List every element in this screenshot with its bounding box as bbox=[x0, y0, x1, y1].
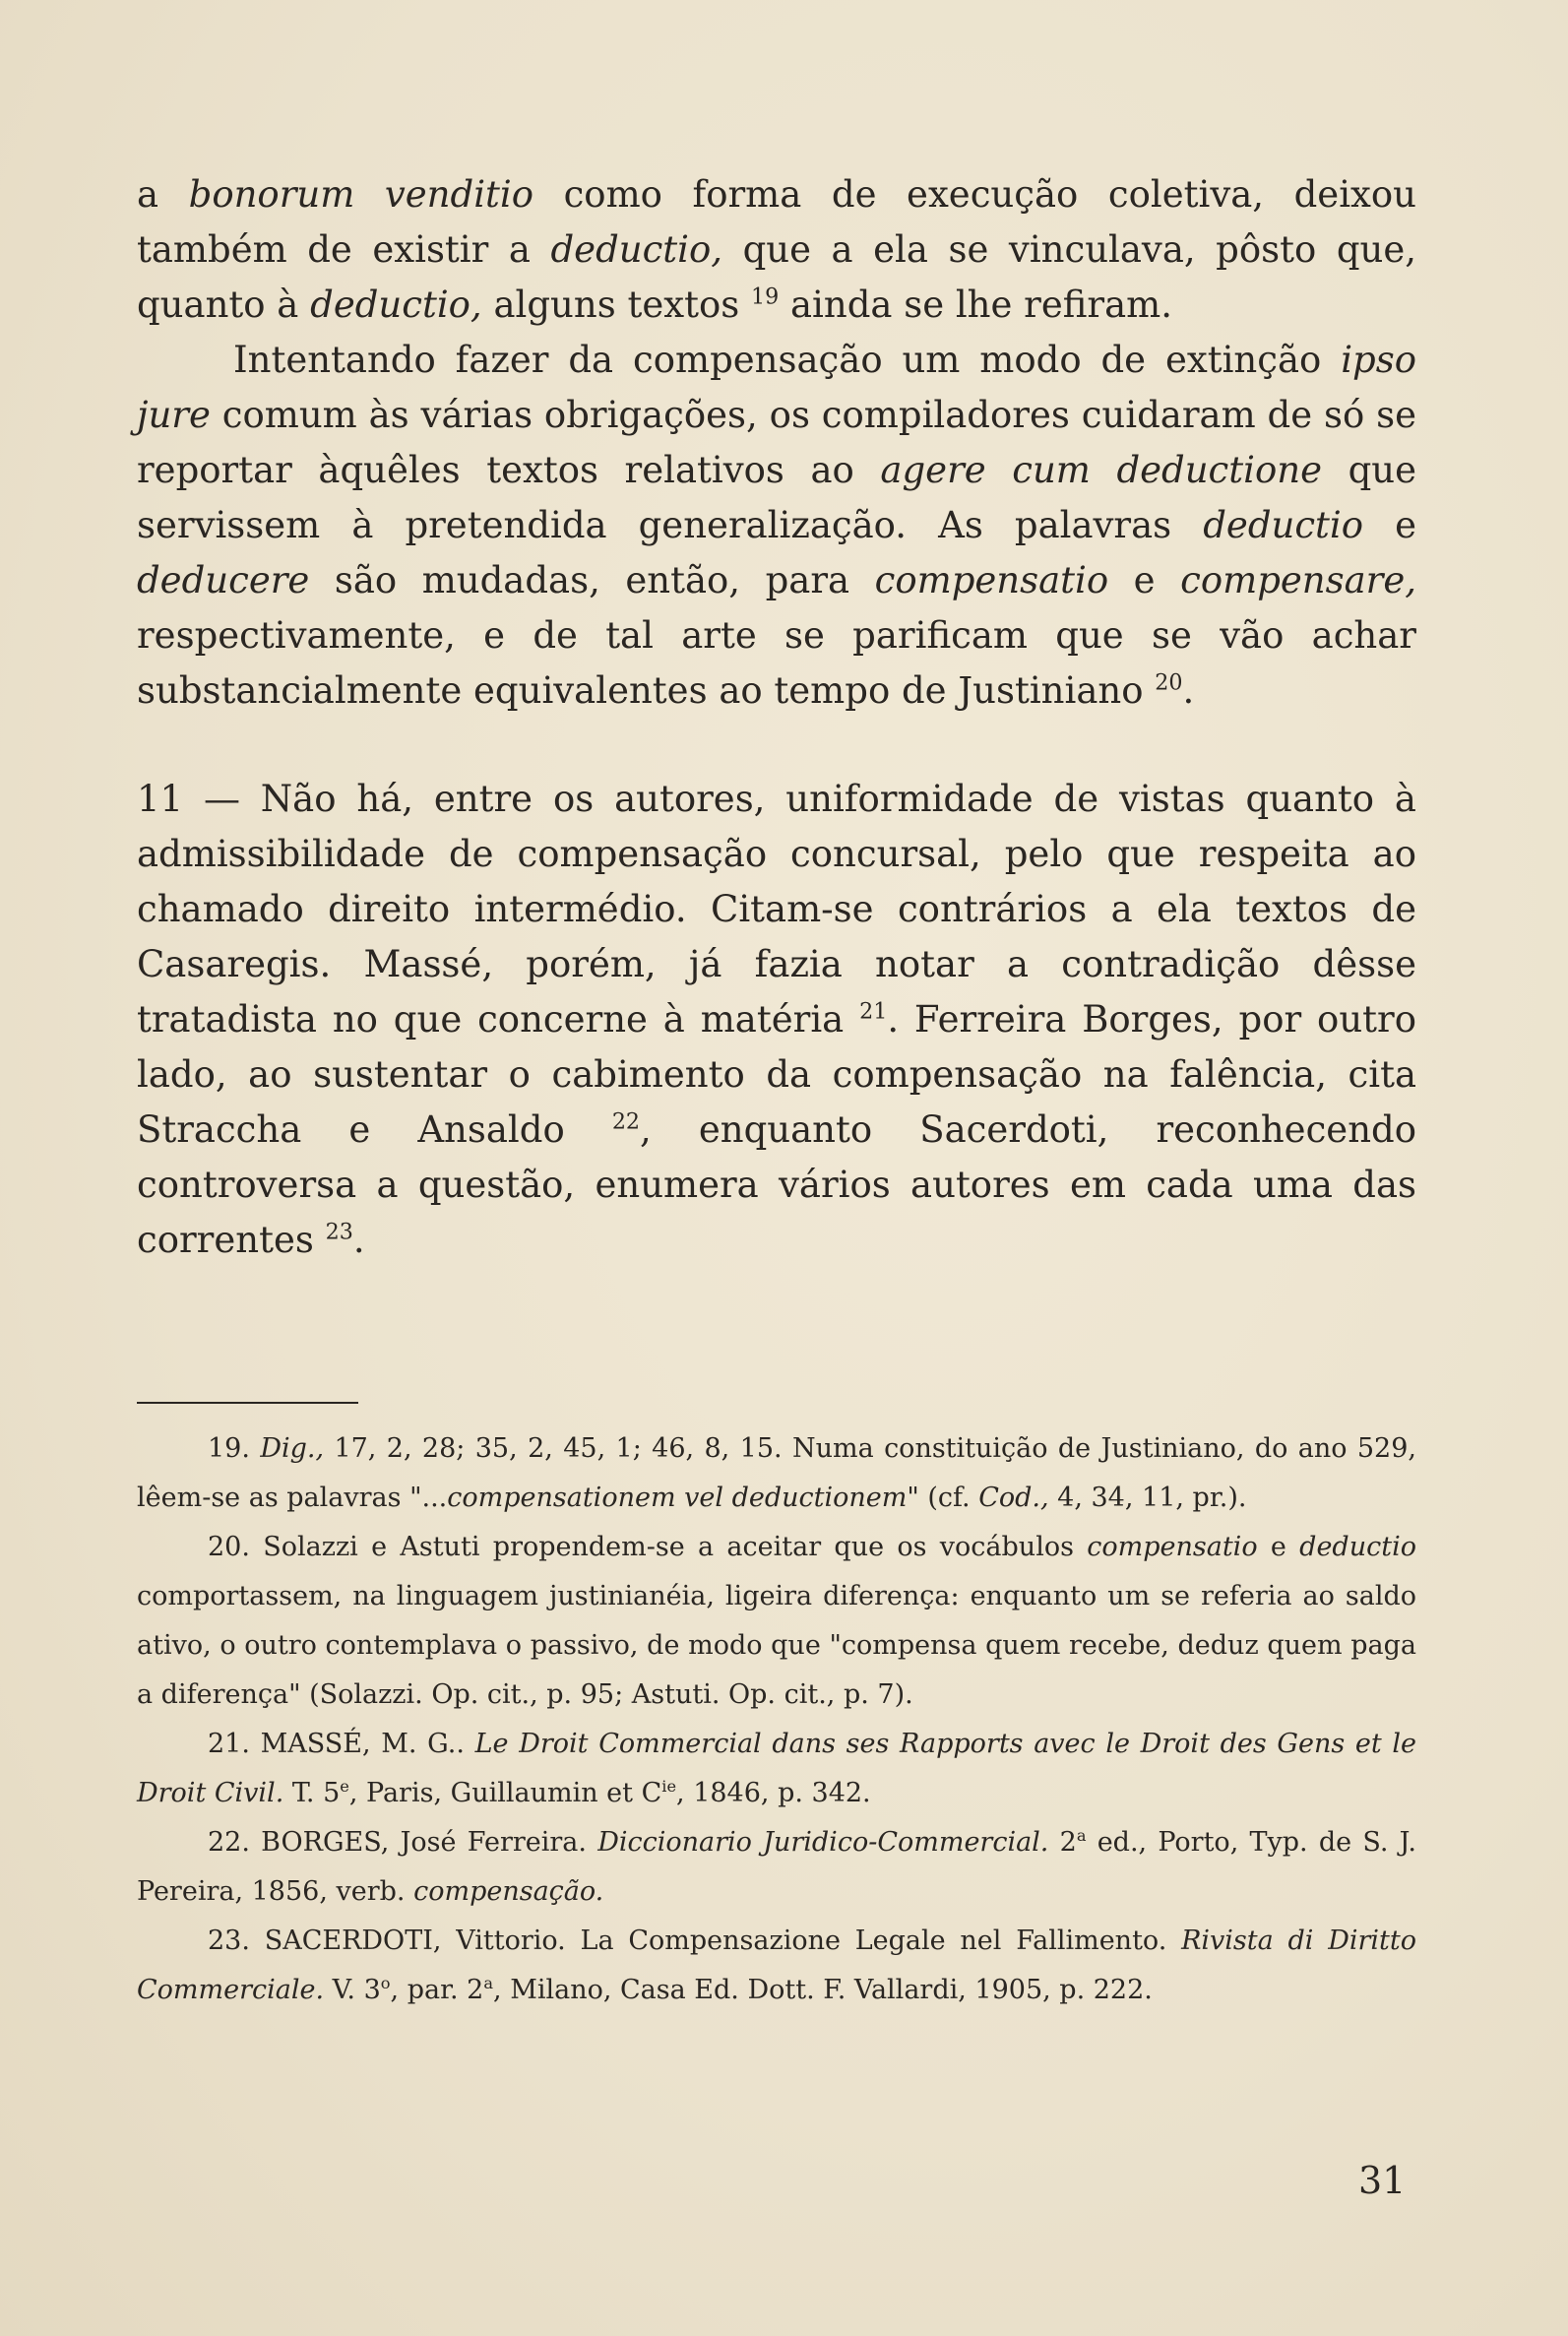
italic-term: compensatio bbox=[874, 559, 1109, 601]
text-run: são mudadas, então, para bbox=[309, 559, 875, 601]
italic-term: agere cum deductione bbox=[880, 449, 1322, 491]
footnote-ref-20: 20 bbox=[1155, 669, 1183, 696]
text-run: . bbox=[1182, 669, 1195, 712]
text-run: 17, 2, 28; 35, 2, 45, 1; 46, 8, 15. Numa constituição de Justiniano, do ano 529, lêem-se as palavras "... bbox=[137, 1433, 1416, 1513]
text-run: que a ela se vinculava, pôsto que, quanto à bbox=[137, 228, 1416, 326]
text-run: alguns textos bbox=[481, 284, 751, 326]
footnote-divider bbox=[137, 1402, 358, 1404]
text-run: V. 3 bbox=[324, 1975, 381, 2005]
paragraph-section-11 bbox=[137, 772, 1416, 1268]
italic-term: compensação. bbox=[413, 1876, 604, 1907]
footnote-22 bbox=[137, 1818, 1416, 1917]
footnote-23 bbox=[137, 1917, 1416, 2015]
text-run: comportassem, na linguagem justinianéia, ligeira diferença: enquanto um se referia ao saldo ativo, o outro contemplava o passivo, de modo que "compensa quem recebe, deduz quem paga a diferença" (Solazzi. Op. cit., p. 95; Astuti. Op. cit., p. 7). bbox=[137, 1581, 1416, 1710]
italic-term: deductio bbox=[1203, 504, 1364, 546]
text-run: ainda se lhe refiram. bbox=[779, 284, 1173, 326]
paragraph-1 bbox=[137, 167, 1416, 333]
text-run: e bbox=[1108, 559, 1181, 601]
main-text bbox=[137, 167, 1416, 1268]
italic-term: ipso jure bbox=[137, 339, 1416, 436]
superscript: a bbox=[1076, 1826, 1087, 1845]
text-run: que servissem à pretendida generalização. As palavras bbox=[137, 449, 1416, 546]
superscript: e bbox=[340, 1777, 349, 1796]
italic-term: Dig., bbox=[260, 1433, 325, 1464]
italic-title: Diccionario Juridico-Commercial. bbox=[597, 1827, 1049, 1858]
footnote-ref-21: 21 bbox=[859, 998, 888, 1025]
text-run: a bbox=[137, 173, 189, 216]
italic-term: compensatio bbox=[1087, 1532, 1258, 1562]
footnote-20 bbox=[137, 1523, 1416, 1720]
text-run: 4, 34, 11, pr.). bbox=[1048, 1483, 1247, 1513]
text-run: . Ferreira Borges, por outro lado, ao sustentar o cabimento da compensação na falência, cita Straccha e Ansaldo bbox=[137, 998, 1416, 1151]
page-number: 31 bbox=[1358, 2159, 1407, 2202]
text-run: 2 bbox=[1048, 1827, 1077, 1858]
text-run: Intentando fazer da compensação um modo de extinção bbox=[233, 339, 1342, 381]
superscript: a bbox=[483, 1974, 494, 1992]
superscript: ie bbox=[661, 1777, 677, 1796]
text-run: 22. BORGES, José Ferreira. bbox=[208, 1827, 598, 1858]
text-run: T. 5 bbox=[283, 1778, 341, 1808]
footnote-ref-19: 19 bbox=[750, 284, 780, 310]
italic-term: compensare, bbox=[1180, 559, 1417, 601]
footnote-19 bbox=[137, 1424, 1416, 1523]
text-run: como forma de execução coletiva, deixou também de existir a bbox=[137, 173, 1416, 271]
text-run: respectivamente, e de tal arte se parificam que se vão achar substancialmente equivalentes ao tempo de Justiniano bbox=[137, 614, 1416, 712]
italic-term: bonorum venditio bbox=[188, 173, 534, 216]
text-run: , Paris, Guillaumin et C bbox=[348, 1778, 662, 1808]
italic-term: deductio, bbox=[310, 284, 482, 326]
italic-title: Rivista di Diritto Commerciale. bbox=[137, 1926, 1416, 2005]
text-run: . bbox=[352, 1219, 365, 1261]
footnote-ref-23: 23 bbox=[325, 1219, 353, 1245]
italic-term: deductio bbox=[1299, 1532, 1416, 1562]
text-run: , enquanto Sacerdoti, reconhecendo controversa a questão, enumera vários autores em cada uma das correntes bbox=[137, 1108, 1416, 1261]
footnote-21 bbox=[137, 1720, 1416, 1818]
text-run: e bbox=[1363, 504, 1416, 546]
italic-term: deductio, bbox=[550, 228, 723, 271]
text-run: 19. bbox=[208, 1433, 261, 1464]
paragraph-2 bbox=[137, 333, 1416, 719]
superscript: o bbox=[380, 1974, 391, 1992]
text-run: , par. 2 bbox=[390, 1975, 484, 2005]
text-run: comum às várias obrigações, os compiladores cuidaram de só se reportar àquêles textos relativos ao bbox=[137, 394, 1416, 491]
text-run: 21. MASSÉ, M. G.. bbox=[208, 1729, 475, 1759]
text-run: e bbox=[1257, 1532, 1300, 1562]
footnote-ref-22: 22 bbox=[611, 1108, 641, 1135]
text-run: 23. SACERDOTI, Vittorio. La Compensazione Legale nel Fallimento. bbox=[208, 1926, 1182, 1956]
italic-term: deducere bbox=[137, 559, 310, 601]
text-run: , 1846, p. 342. bbox=[676, 1778, 871, 1808]
text-run: (cf. bbox=[918, 1483, 979, 1513]
text-run: , Milano, Casa Ed. Dott. F. Vallardi, 1905, p. 222. bbox=[493, 1975, 1153, 2005]
text-run: ed., Porto, Typ. de S. J. Pereira, 1856, verb. bbox=[137, 1827, 1416, 1907]
text-run: 20. Solazzi e Astuti propendem-se a aceitar que os vocábulos bbox=[208, 1532, 1088, 1562]
italic-title: Le Droit Commercial dans ses Rapports avec le Droit des Gens et le Droit Civil. bbox=[137, 1729, 1416, 1808]
footnotes bbox=[137, 1424, 1416, 2015]
italic-term: Cod., bbox=[978, 1483, 1049, 1513]
italic-term: compensationem vel deductionem" bbox=[447, 1483, 919, 1513]
text-run: 11 — Não há, entre os autores, uniformidade de vistas quanto à admissibilidade de compensação concursal, pelo que respeita ao chamado direito intermédio. Citam-se contrários a ela textos de Casaregis. Massé, porém, já fazia notar a contradição dêsse tratadista no que concerne à matéria bbox=[137, 778, 1416, 1041]
